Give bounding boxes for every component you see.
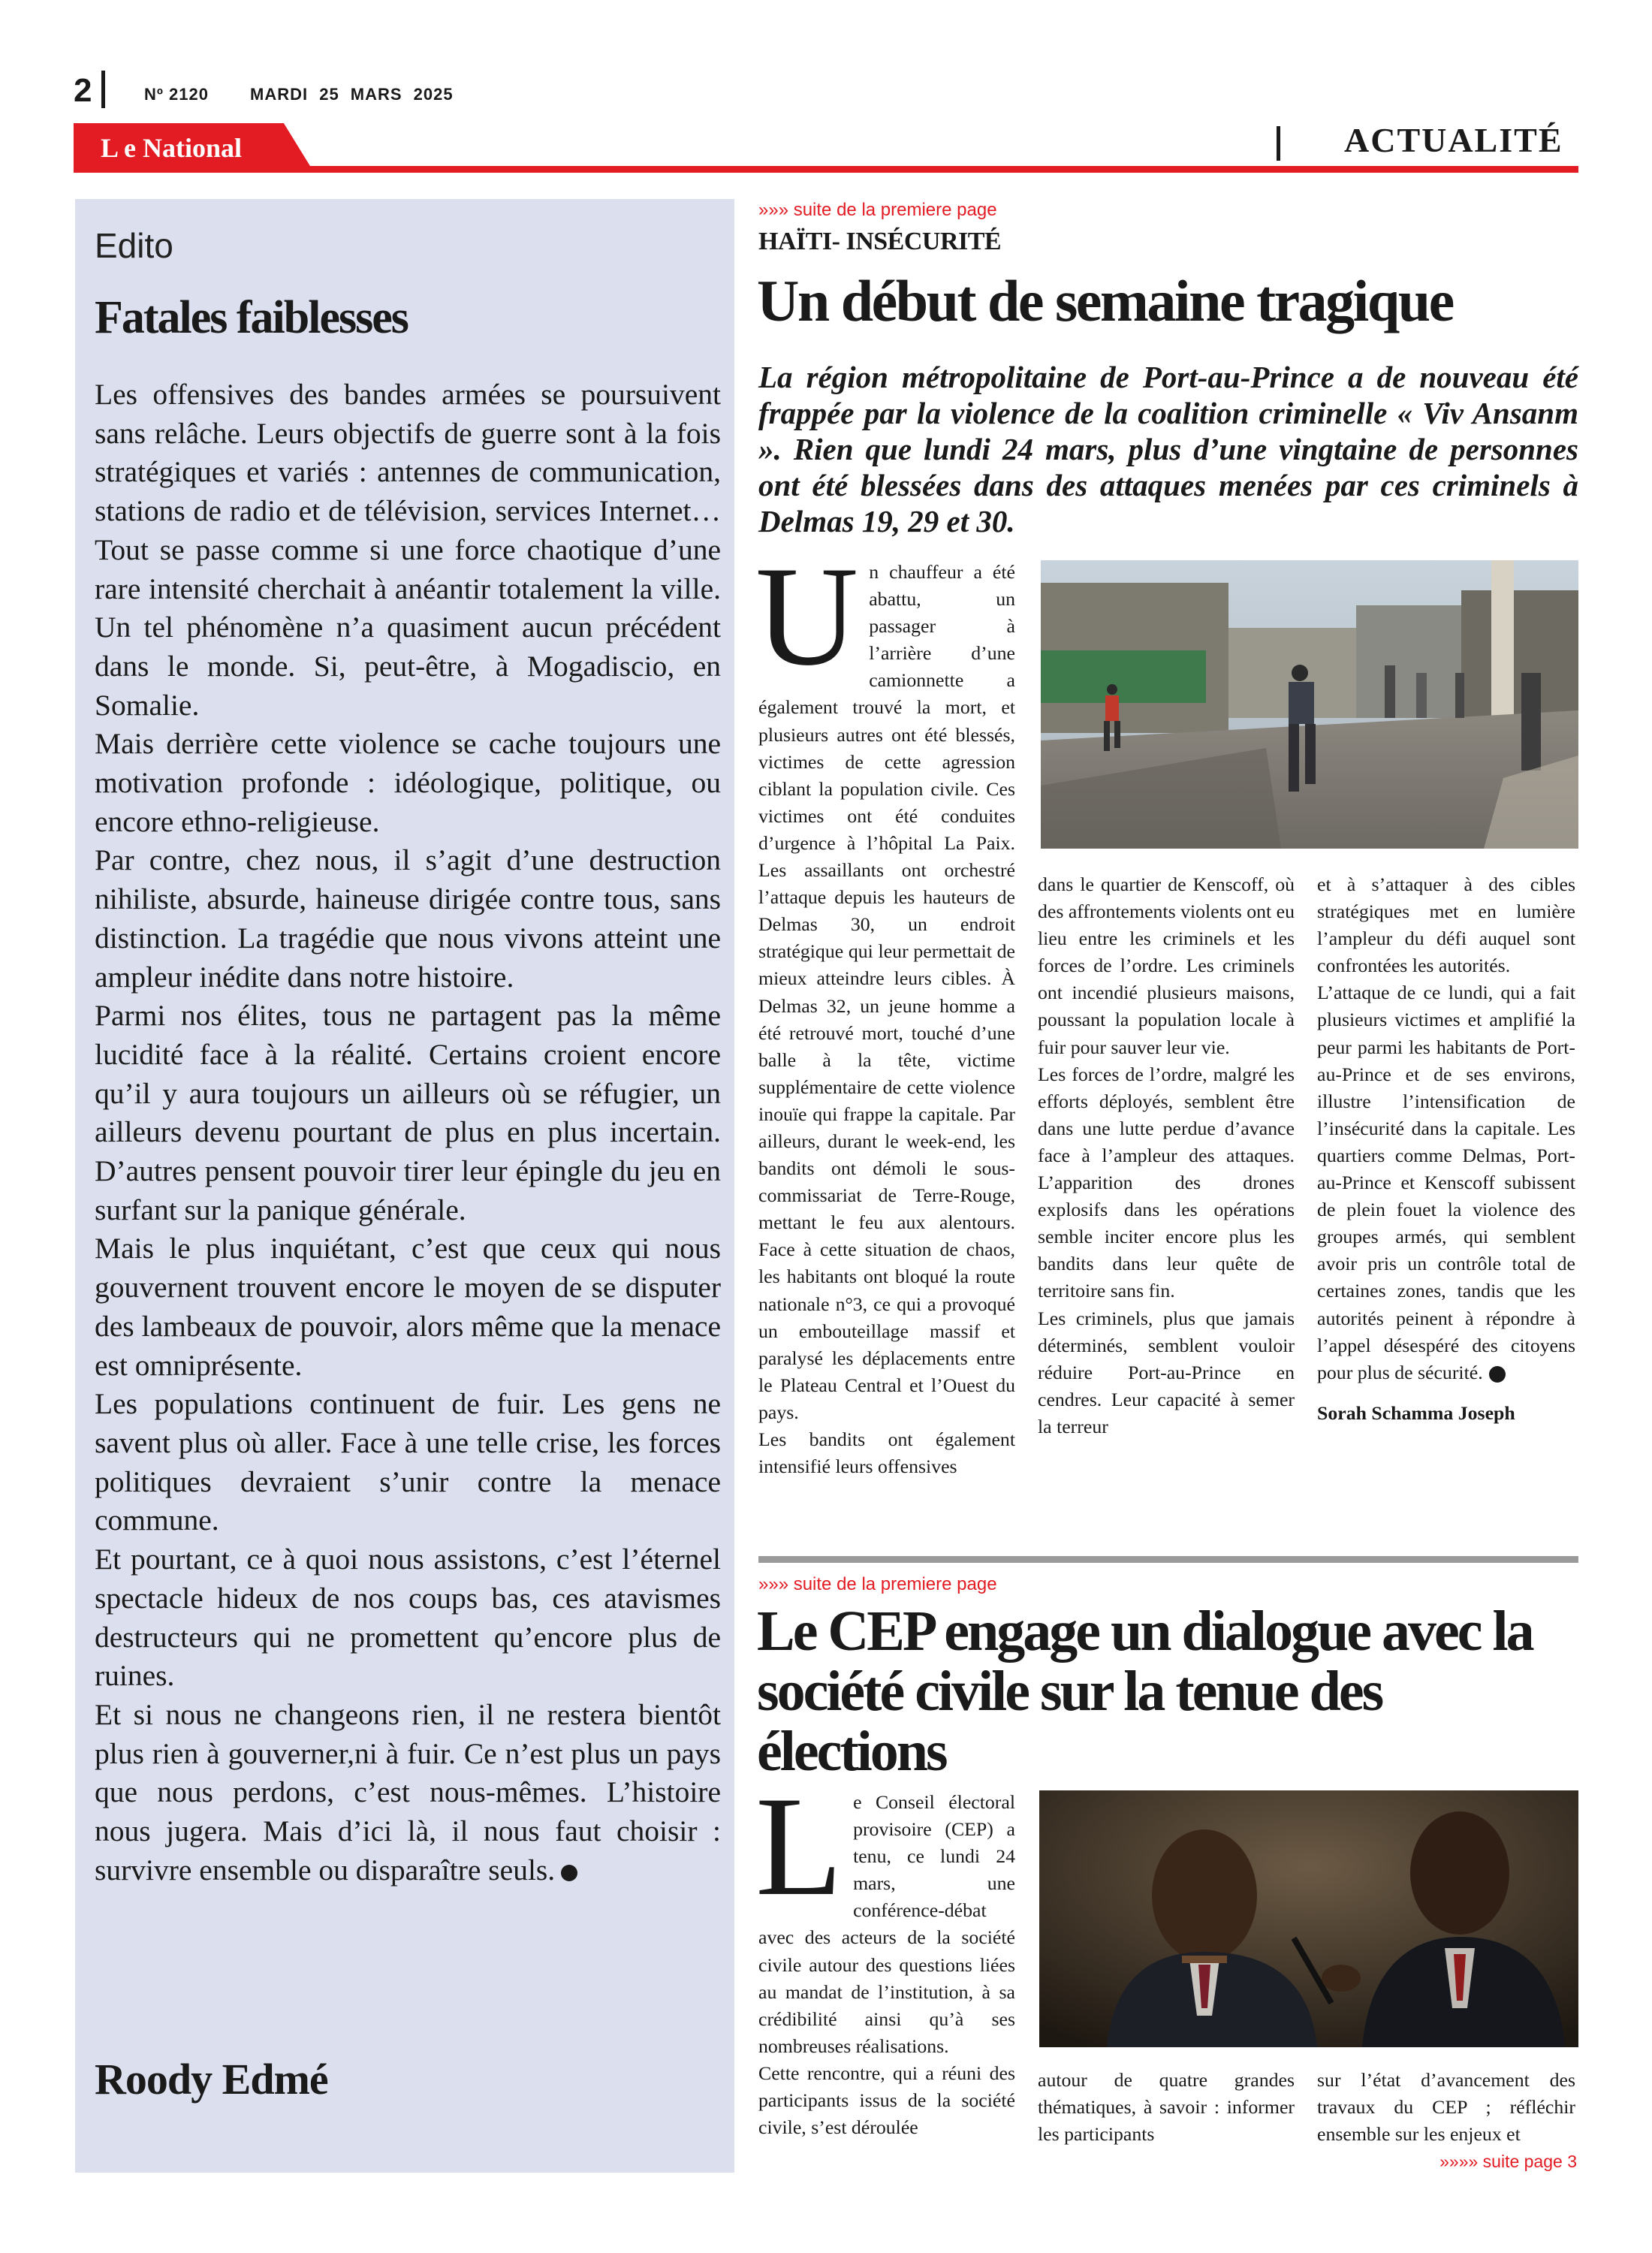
article-column-2 <box>1038 871 1295 1440</box>
conference-photo <box>1039 1790 1578 2047</box>
section-divider <box>1277 126 1280 161</box>
article-paragraph-last <box>1317 979 1575 1386</box>
header-rule <box>74 166 1578 173</box>
article-title: Un début de semaine tragique <box>757 268 1453 333</box>
end-mark-icon <box>1489 1366 1506 1383</box>
article-paragraph: e Conseil électoral provisoire (CEP) a tenu, ce lundi 24 mars, une conférence-débat avec des acteurs de la société civile autour des questions liées au mandat de l’institution, à sa crédibilité ainsi qu’à ses nombreuses réalisations. <box>758 1791 1015 2057</box>
article-paragraph: et à s’attaquer à des cibles stratégiques met en lumière l’ampleur du défi auquel sont confrontées les autorités. <box>1317 873 1575 977</box>
edito-paragraph: Les offensives des bandes armées se poursuivent sans relâche. Leurs objectifs de guerre sont à la fois stratégiques et variés : antennes de communication, stations de radio et de télévision, services Internet… Tout se passe comme si une force chaotique d’une rare intensité cherchait à anéantir totalement la ville. Un tel phénomène n’a quasiment aucun précédent dans le monde. Si, peut-être, à Mogadiscio, en Somalie. <box>95 378 721 722</box>
article-paragraph: sur l’état d’avancement des travaux du CEP ; réfléchir ensemble sur les enjeux et <box>1317 2069 1575 2146</box>
edito-kicker: Edito <box>95 226 173 265</box>
issue-date: MARDI 25 MARS 2025 <box>250 85 454 104</box>
article-paragraph: autour de quatre grandes thématiques, à savoir : informer les participants <box>1038 2069 1295 2146</box>
end-mark-icon <box>561 1865 577 1881</box>
edito-paragraph: Par contre, chez nous, il s’agit d’une destruction nihiliste, absurde, haineuse dirigée contre tous, sans distinction. La tragédie que nous vivons atteint une ampleur inédite dans notre histoire. <box>95 843 721 994</box>
article-column-3 <box>1317 871 1575 1427</box>
issue-number: Nº 2120 <box>144 85 209 104</box>
article-column-3 <box>1317 2067 1575 2148</box>
continued-on-link[interactable]: »»»» suite page 3 <box>1439 2152 1577 2171</box>
edito-paragraph-last <box>95 1696 721 1890</box>
edito-body <box>95 376 721 1890</box>
article-paragraph: n chauffeur a été abattu, un passager à l’arrière d’une camionnette a également trouvé la mort, et plusieurs autres ont été blessés, victimes de cette agression ciblant la population civile. Ces victimes ont été conduites d’urgence à l’hôpital La Paix. Les assaillants ont orchestré l’attaque depuis les hauteurs de Delmas 30, un endroit stratégique qui leur permettait de mieux atteindre leurs cibles. À Delmas 32, un jeune homme a été retrouvé mort, touché d’une balle à la tête, victime supplémentaire de cette violence inouïe qui frappe la capitale. Par ailleurs, durant le week-end, les bandits ont démoli le sous-commissariat de Terre-Rouge, mettant le feu aux alentours. Face à cette situation de chaos, les habitants ont bloqué la route nationale n°3, ce qui a provoqué un embouteillage massif et paralysé les déplacements entre le Plateau Central et l’Ouest du pays. <box>758 561 1015 1423</box>
edito-title: Fatales faiblesses <box>95 292 408 343</box>
street-violence-photo <box>1041 560 1578 849</box>
article-paragraph: dans le quartier de Kenscoff, où des affrontements violents ont eu lieu entre les criminels et les forces de l’ordre. Les criminels ont incendié plusieurs maisons, poussant la population locale à fuir pour sauver leur vie. <box>1038 873 1295 1058</box>
newspaper-logo: L e National <box>101 133 243 163</box>
edito-paragraph-text: Et si nous ne changeons rien, il ne restera bientôt plus rien à gouverner,ni à fuir. Ce n’est plus un pays que nous perdons, c’est nous-mêmes. L’histoire nous jugera. Mais d’ici là, il nous faut choisir : survivre ensemble ou disparaître seuls. <box>95 1697 721 1887</box>
article-paragraph: Les criminels, plus que jamais déterminés, semblent vouloir réduire Port-au-Prince en cendres. Leur capacité à semer la terreur <box>1038 1307 1295 1437</box>
article-paragraph: Les bandits ont également intensifié leurs offensives <box>758 1428 1015 1478</box>
edito-paragraph: Mais le plus inquiétant, c’est que ceux qui nous gouvernent trouvent encore le moyen de se disputer des lambeaux de pouvoir, alors même que la menace est omniprésente. <box>95 1232 721 1382</box>
article-kicker: HAÏTI- INSÉCURITÉ <box>758 228 1002 255</box>
header-divider <box>101 71 105 108</box>
continued-from-link[interactable]: »»» suite de la premiere page <box>758 1574 997 1594</box>
edito-paragraph: Et pourtant, ce à quoi nous assistons, c’est l’éternel spectacle hideux de nos coups bas, ces atavismes destructeurs qui ne promettent qu’encore plus de ruines. <box>95 1543 721 1693</box>
drop-cap: U <box>755 538 859 695</box>
drop-cap: L <box>755 1768 843 1926</box>
article-title: Le CEP engage un dialogue avec la société civile sur la tenue des élections <box>757 1600 1533 1783</box>
article-author: Sorah Schamma Joseph <box>1317 1401 1515 1424</box>
edito-paragraph: Mais derrière cette violence se cache toujours une motivation profonde : idéologique, politique, ou encore ethno-religieuse. <box>95 727 721 838</box>
edito-paragraph: Les populations continuent de fuir. Les gens ne savent plus où aller. Face à une telle crise, les forces politiques devraient s’unir contre la menace commune. <box>95 1387 721 1537</box>
edito-author: Roody Edmé <box>95 2055 328 2104</box>
article-paragraph: Cette rencontre, qui a réuni des participants issus de la société civile, s’est déroulée <box>758 2061 1015 2139</box>
article-column-1 <box>755 1768 1015 2141</box>
page-number: 2 <box>74 72 92 109</box>
article-paragraph: Les forces de l’ordre, malgré les efforts déployés, semblent être dans une lutte perdue d’avance face à l’ampleur des attaques. L’apparition des drones explosifs dans les opérations semble inciter encore plus les bandits dans leur quête de territoire sans fin. <box>1038 1063 1295 1302</box>
section-title: ACTUALITÉ <box>1344 121 1563 159</box>
article-column-1 <box>755 538 1015 1480</box>
continued-from-link[interactable]: »»» suite de la premiere page <box>758 200 997 220</box>
article-paragraph-text: L’attaque de ce lundi, qui a fait plusieurs victimes et amplifié la peur parmi les habitants de Port-au-Prince et de ses environs, illustre l’intensification de l’insécurité dans la capitale. Les quartiers comme Delmas, Port-au-Prince et Kenscoff subissent de plein fouet la violence des groupes armés, qui semblent avoir pris un contrôle total de certaines zones, tandis que les autorités peinent à répondre à l’appel désespéré des citoyens pour plus de sécurité. <box>1317 982 1575 1383</box>
article-lede: La région métropolitaine de Port-au-Prince a de nouveau été frappée par la violence de la coalition criminelle « Viv Ansanm ». Rien que lundi 24 mars, plus d’une vingtaine de personnes ont été blessées dans des attaques menées par ces criminels à Delmas 19, 29 et 30. <box>758 360 1578 538</box>
edito-paragraph: Parmi nos élites, tous ne partagent pas la même lucidité face à la réalité. Certains croient encore qu’il y aura toujours un ailleurs où se réfugier, un ailleurs devenu pourtant de plus en plus incertain. D’autres pensent pouvoir tirer leur épingle du jeu en surfant sur la panique générale. <box>95 999 721 1226</box>
article-column-2 <box>1038 2067 1295 2148</box>
article-separator <box>758 1556 1578 1563</box>
